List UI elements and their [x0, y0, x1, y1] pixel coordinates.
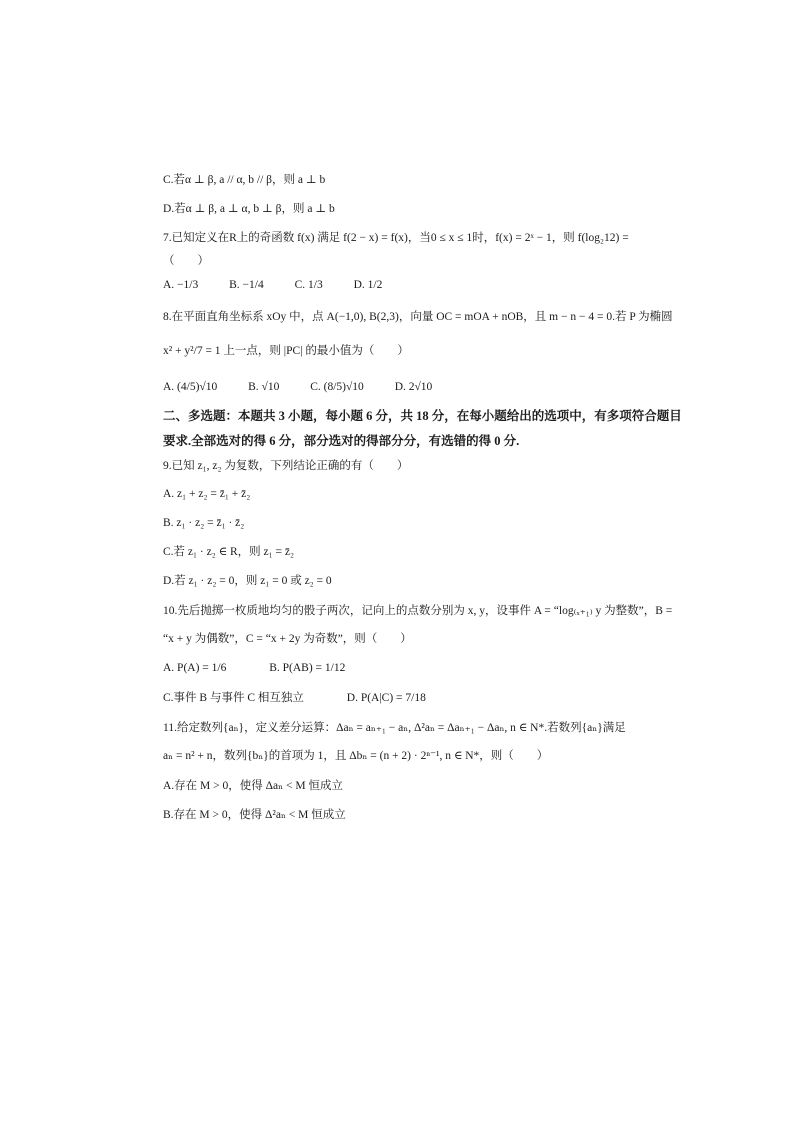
q10-option-d: D. P(A|C) = 7/18	[346, 692, 426, 704]
q6-option-c: C.若α ⊥ β, a // α, b // β，则 a ⊥ b	[163, 174, 326, 186]
q8-option-b: B. √10	[248, 381, 280, 393]
q8-stem-cont: x² + y²/7 = 1 上一点，则 |PC| 的最小值为（ ）	[163, 345, 409, 357]
q7-option-a: A. −1/3	[163, 279, 199, 291]
q8-option-d: D. 2√10	[394, 381, 433, 393]
q9-option-d: D.若 z₁ · z₂ = 0，则 z₁ = 0 或 z₂ = 0	[163, 575, 332, 587]
q7-answer-bracket: （ ）	[163, 255, 209, 267]
q9-option-a: A. z₁ + z₂ = z̄₁ + z̄₂	[163, 488, 251, 500]
q10-stem-cont: “x + y 为偶数”，C = “x + 2y 为奇数”，则（ ）	[163, 633, 412, 645]
q7-option-c: C. 1/3	[294, 279, 323, 291]
q10-options-row1	[163, 660, 385, 676]
q11-stem: 11.给定数列{aₙ}，定义差分运算：Δaₙ = aₙ₊₁ − aₙ, Δ²aₙ = Δaₙ₊₁ − Δaₙ, n ∈ N*.若数列{aₙ}满足	[163, 722, 626, 734]
q7-stem: 7.已知定义在R上的奇函数 f(x) 满足 f(2 − x) = f(x)，当0 ≤ x ≤ 1时，f(x) = 2ˣ − 1，则 f(log₂12) =	[163, 232, 629, 244]
q8-option-a: A. (4/5)√10	[163, 381, 218, 393]
q10-options-row2	[163, 690, 466, 706]
q9-stem: 9.已知 z₁, z₂ 为复数，下列结论正确的有（ ）	[163, 460, 409, 472]
q11-option-a: A.存在 M > 0，使得 Δaₙ < M 恒成立	[163, 780, 343, 792]
q11-stem-cont: aₙ = n² + n，数列{bₙ}的首项为 1，且 Δbₙ = (n + 2) · 2ⁿ⁻¹, n ∈ N*，则（ ）	[163, 750, 549, 762]
q7-option-b: B. −1/4	[229, 279, 264, 291]
section2-instructions: 要求.全部选对的得 6 分，部分选对的得部分分，有选错的得 0 分.	[163, 434, 520, 448]
q7-option-d: D. 1/2	[353, 279, 383, 291]
q6-option-d: D.若α ⊥ β, a ⊥ α, b ⊥ β，则 a ⊥ b	[163, 203, 335, 215]
q8-option-c: C. (8/5)√10	[310, 381, 364, 393]
q7-options	[163, 277, 410, 293]
q10-option-c: C.事件 B 与事件 C 相互独立	[163, 692, 304, 704]
q8-stem: 8.在平面直角坐标系 xOy 中，点 A(−1,0), B(2,3)，向量 OC = mOA + nOB，且 m − n − 4 = 0.若 P 为椭圆	[163, 311, 673, 323]
q11-option-b: B.存在 M > 0，使得 Δ²aₙ < M 恒成立	[163, 809, 346, 821]
q10-stem: 10.先后抛掷一枚质地均匀的骰子两次，记向上的点数分别为 x, y，设事件 A = “log₍ₓ₊₁₎ y 为整数”，B =	[163, 605, 673, 617]
q9-option-c: C.若 z₁ · z₂ ∈ R，则 z₁ = z̄₂	[163, 546, 294, 558]
q10-option-a: A. P(A) = 1/6	[163, 662, 227, 674]
q10-option-b: B. P(AB) = 1/12	[269, 662, 346, 674]
section2-heading: 二、多选题：本题共 3 小题，每小题 6 分，共 18 分，在每小题给出的选项中，有多项符合题目	[163, 409, 682, 423]
q9-option-b: B. z₁ · z₂ = z̄₁ · z̄₂	[163, 517, 245, 529]
q8-options	[163, 379, 460, 395]
